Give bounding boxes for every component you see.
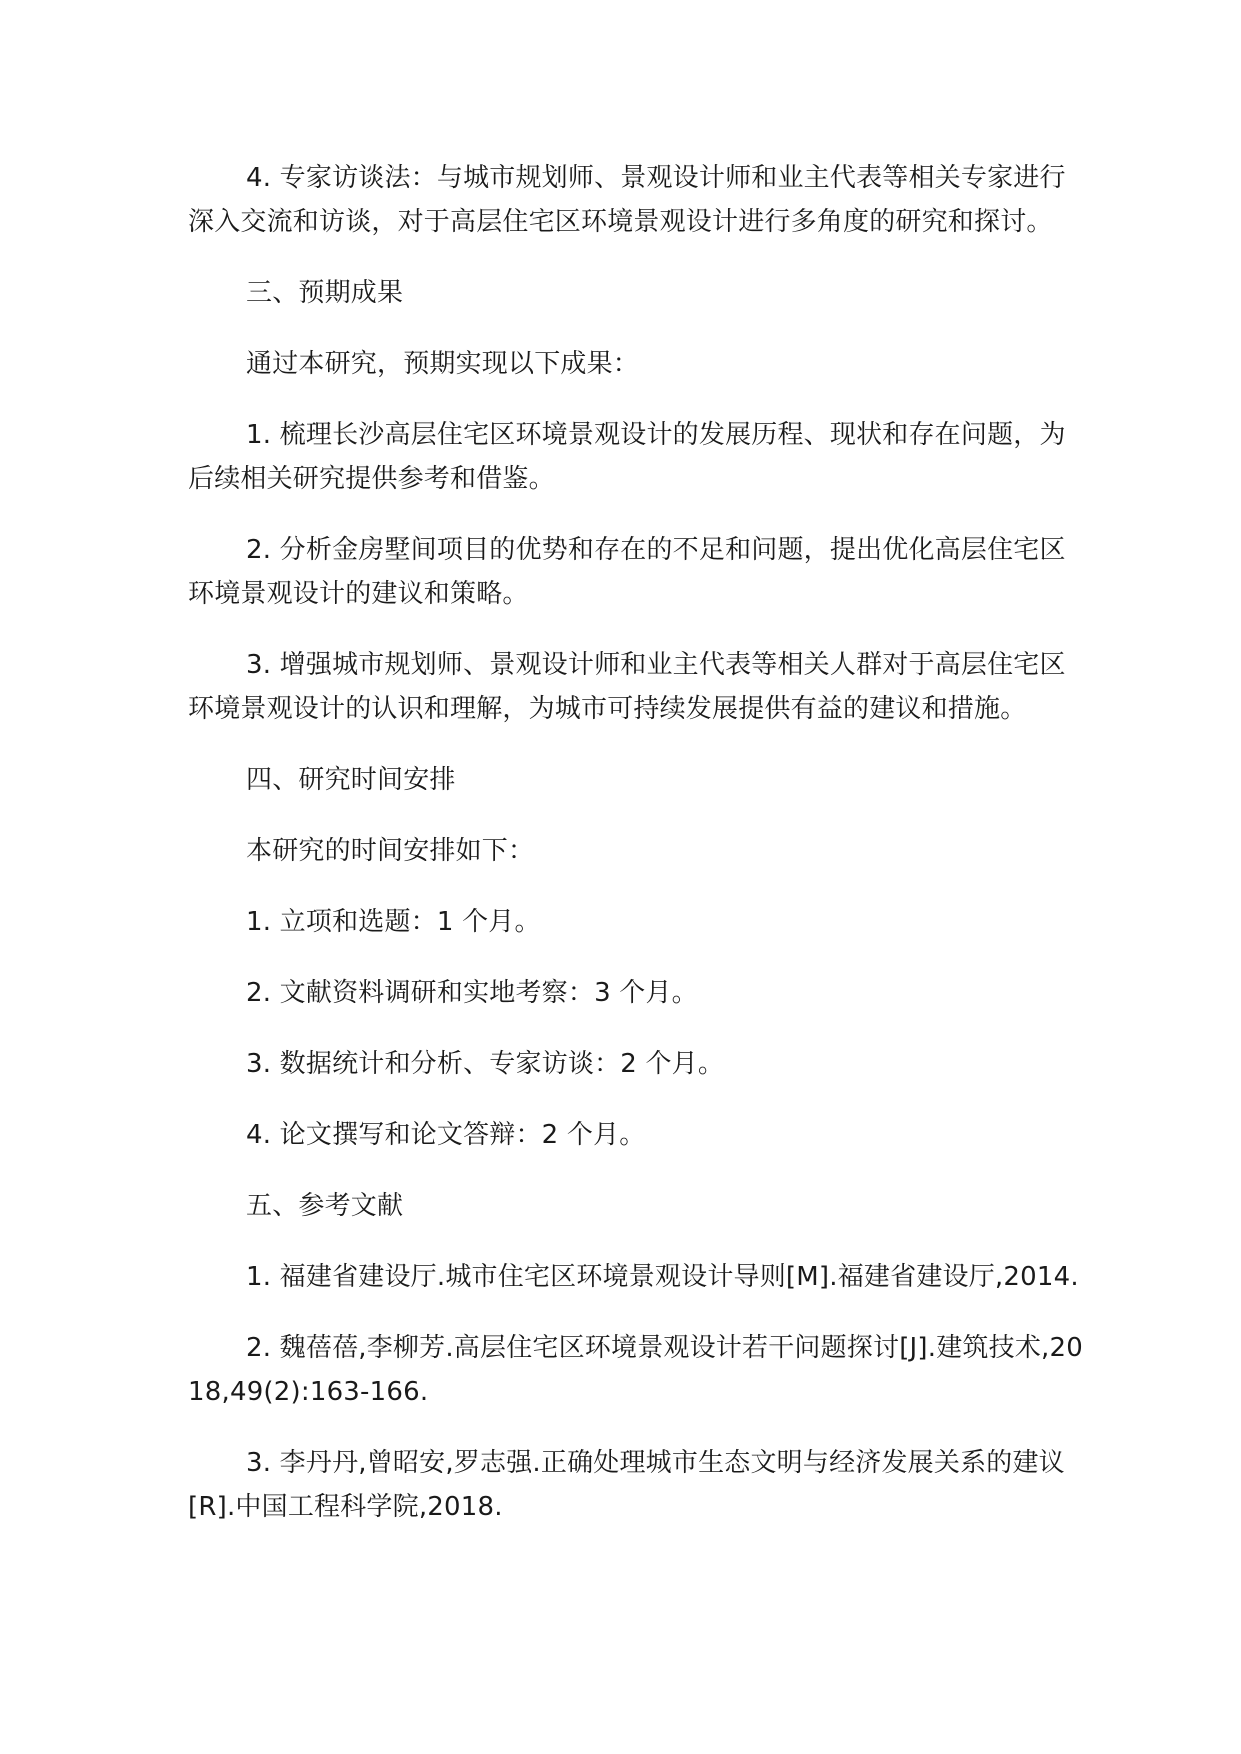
expected-result-item-3: 3. 增强城市规划师、景观设计师和业主代表等相关人群对于高层住宅区环境景观设计的认识和理解，为城市可持续发展提供有益的建议和措施。 <box>188 650 1066 724</box>
schedule-item-2: 2. 文献资料调研和实地考察：3 个月。 <box>246 978 698 1008</box>
reference-item-3: 3. 李丹丹,曾昭安,罗志强.正确处理城市生态文明与经济发展关系的建议[R].中国工程科学院,2018. <box>188 1448 1065 1522</box>
section-heading-schedule: 四、研究时间安排 <box>246 765 456 795</box>
reference-item-1: 1. 福建省建设厅.城市住宅区环境景观设计导则[M].福建省建设厅,2014. <box>246 1262 1079 1292</box>
expected-result-item-1: 1. 梳理长沙高层住宅区环境景观设计的发展历程、现状和存在问题，为后续相关研究提供参考和借鉴。 <box>188 420 1066 494</box>
section-heading-expected-results: 三、预期成果 <box>246 278 404 308</box>
method-item-expert-interview: 4. 专家访谈法：与城市规划师、景观设计师和业主代表等相关专家进行深入交流和访谈，对于高层住宅区环境景观设计进行多角度的研究和探讨。 <box>188 163 1066 237</box>
schedule-intro: 本研究的时间安排如下： <box>246 836 535 866</box>
reference-item-2: 2. 魏蓓蓓,李柳芳.高层住宅区环境景观设计若干问题探讨[J].建筑技术,2018,49(2):163-166. <box>188 1333 1083 1407</box>
schedule-item-3: 3. 数据统计和分析、专家访谈：2 个月。 <box>246 1049 725 1079</box>
expected-result-item-2: 2. 分析金房墅间项目的优势和存在的不足和问题，提出优化高层住宅区环境景观设计的建议和策略。 <box>188 535 1066 609</box>
document-body <box>188 156 1088 1556</box>
section-heading-references: 五、参考文献 <box>246 1191 404 1221</box>
schedule-item-4: 4. 论文撰写和论文答辩：2 个月。 <box>246 1120 646 1150</box>
schedule-item-1: 1. 立项和选题：1 个月。 <box>246 907 541 937</box>
expected-results-intro: 通过本研究，预期实现以下成果： <box>246 349 640 379</box>
